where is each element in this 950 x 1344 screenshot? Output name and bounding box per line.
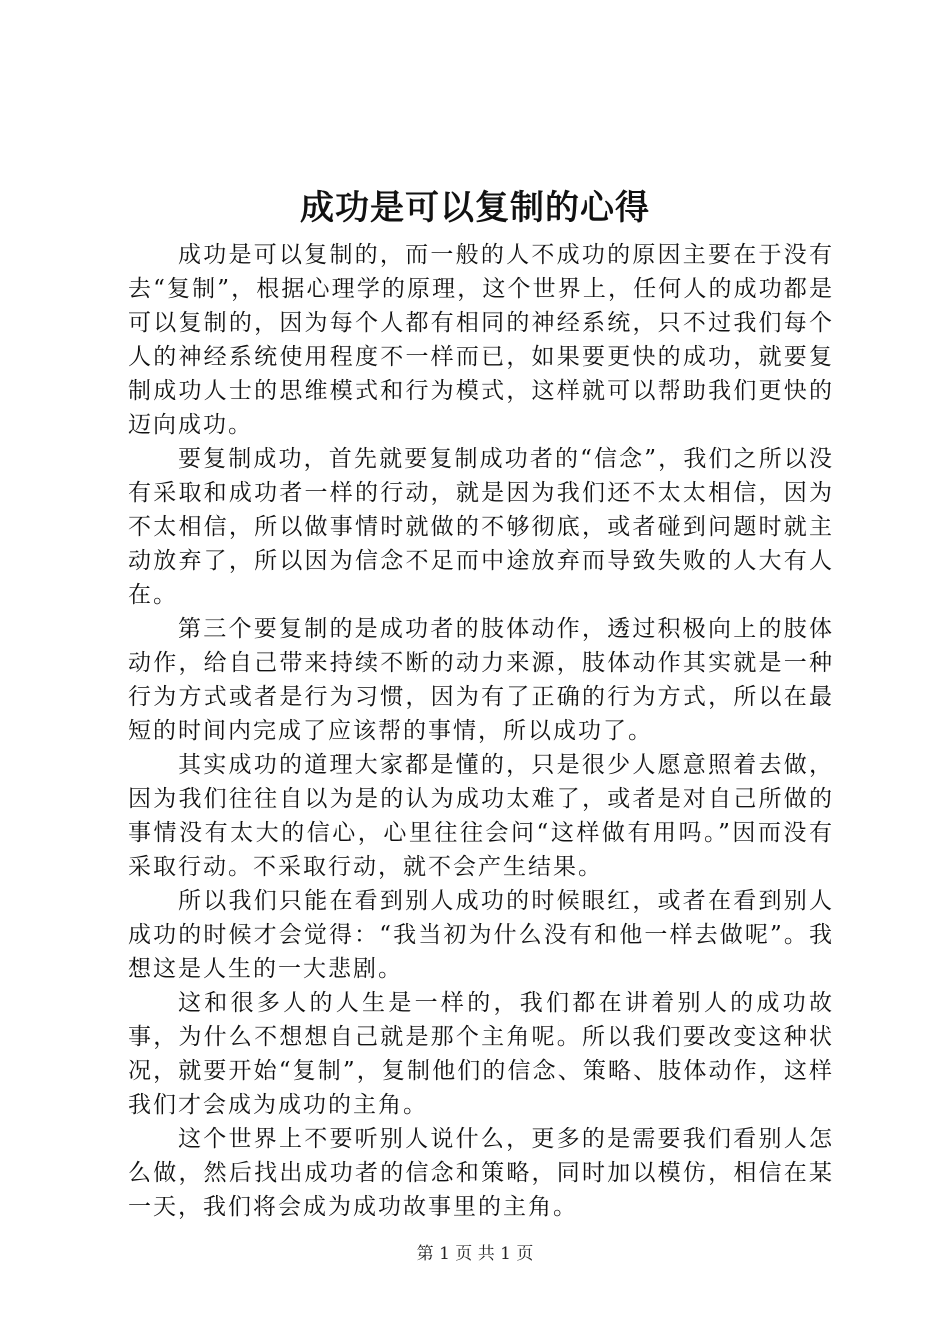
paragraph-5: 所以我们只能在看到别人成功的时候眼红，或者在看到别人成功的时候才会觉得：“我当初为什么没有和他一样去做呢”。我想这是人生的一大悲剧。 <box>128 888 834 982</box>
paragraph-1: 成功是可以复制的，而一般的人不成功的原因主要在于没有去“复制”，根据心理学的原理，这个世界上，任何人的成功都是可以复制的，因为每个人都有相同的神经系统，只不过我们每个人的神经系统使用程度不一样而已，如果要更快的成功，就要复制成功人士的思维模式和行为模式，这样就可以帮助我们更快的迈向成功。 <box>128 242 834 438</box>
paragraph-3: 第三个要复制的是成功者的肢体动作，透过积极向上的肢体动作，给自己带来持续不断的动力来源，肢体动作其实就是一种行为方式或者是行为习惯，因为有了正确的行为方式，所以在最短的时间内完成了应该帮的事情，所以成功了。 <box>128 616 834 744</box>
paragraph-7: 这个世界上不要听别人说什么，更多的是需要我们看别人怎么做，然后找出成功者的信念和策略，同时加以模仿，相信在某一天，我们将会成为成功故事里的主角。 <box>128 1126 834 1220</box>
page-number-footer: 第 1 页 共 1 页 <box>416 1244 534 1264</box>
paragraph-4: 其实成功的道理大家都是懂的，只是很少人愿意照着去做，因为我们往往自以为是的认为成功太难了，或者是对自己所做的事情没有太大的信心，心里往往会问“这样做有用吗。”因而没有采取行动。不采取行动，就不会产生结果。 <box>128 752 834 880</box>
paragraph-6: 这和很多人的人生是一样的，我们都在讲着别人的成功故事，为什么不想想自己就是那个主角呢。所以我们要改变这种状况，就要开始“复制”，复制他们的信念、策略、肢体动作，这样我们才会成为成功的主角。 <box>128 990 834 1118</box>
paragraph-2: 要复制成功，首先就要复制成功者的“信念”，我们之所以没有采取和成功者一样的行动，就是因为我们还不太太相信，因为不太相信，所以做事情时就做的不够彻底，或者碰到问题时就主动放弃了，所以因为信念不足而中途放弃而导致失败的人大有人在。 <box>128 446 834 608</box>
document-title: 成功是可以复制的心得 <box>300 188 650 228</box>
document-body <box>128 238 834 1224</box>
